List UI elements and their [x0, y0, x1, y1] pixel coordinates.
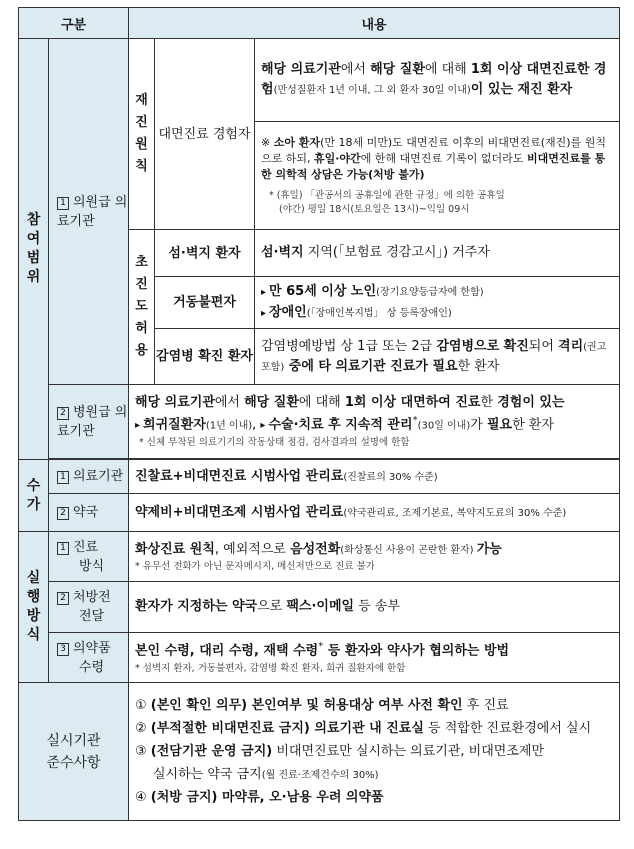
revisit-note: ※ 소아 환자(만 18세 미만)도 대면진료 이후의 비대면진료(재진)를 원칙으로 하되, 휴일·야간에 한해 대면진료 기록이 없더라도 비대면진료를 통한 의학적 상담은 가능(처방 불가) * (휴일) 「관공서의 공휴일에 관한 규정」에 의한 공휴일 (야간) 평일 18시(토요일은 13시)~익일 09시	[255, 122, 620, 230]
header-content: 내용	[129, 8, 620, 39]
revisit-description: 해당 의료기관에서 해당 질환에 대해 1회 이상 대면진료한 경험(만성질환자 1년 이내, 그 외 환자 30일 이내)이 있는 재진 환자	[255, 39, 620, 122]
fee-title: 수 가	[19, 460, 49, 532]
fee-clinic-description: 진찰료+비대면진료 시범사업 관리료(진찰료의 30% 수준)	[129, 460, 620, 494]
fee-pharmacy-label: 2 약국	[49, 494, 129, 532]
compliance-item: ③ (전담기관 운영 금지) 비대면진료만 실시하는 의료기관, 비대면조제만	[135, 744, 545, 759]
clinic-label: 1 의원급 의료기관	[49, 39, 129, 385]
compliance-list	[129, 683, 620, 821]
compliance-label: 실시기관 준수사항	[19, 683, 129, 821]
method-label: 1 진료 방식	[49, 532, 129, 582]
revisit-title: 재 진 원 칙	[129, 39, 155, 230]
rx-description: 환자가 지정하는 약국으로 팩스·이메일 등 송부	[129, 582, 620, 633]
compliance-item: ② (부적절한 비대면진료 금지) 의료기관 내 진료실 등 적합한 진료환경에서 실시	[135, 721, 592, 736]
revisit-category: 대면진료 경험자	[155, 39, 255, 230]
method-description: 화상진료 원칙, 예외적으로 음성전화(화상통신 사용이 곤란한 환자) 가능 * 유무선 전화가 아닌 문자메시지, 메신저만으로 진료 불가	[129, 532, 620, 582]
scope-title: 참 여 범 위	[19, 39, 49, 460]
compliance-item: ④ (처방 금지) 마약류, 오·남용 우려 의약품	[135, 790, 384, 805]
mobility-description: ▸ 만 65세 이상 노인(장기요양등급자에 한함) ▸ 장애인(「장애인복지법」 상 등록장애인)	[255, 277, 620, 329]
infect-category: 감염병 확진 환자	[155, 329, 255, 385]
infect-description: 감염병예방법 상 1급 또는 2급 감염병으로 확진되어 격리(권고 포함) 중에 타 의료기관 진료가 필요한 환자	[255, 329, 620, 385]
header-category: 구분	[19, 8, 129, 39]
compliance-item: ① (본인 확인 의무) 본인여부 및 허용대상 여부 사전 확인 후 진료	[135, 698, 509, 713]
fee-pharmacy-description: 약제비+비대면조제 시범사업 관리료(약국관리료, 조제기본료, 복약지도료의 30% 수준)	[129, 494, 620, 532]
rx-label: 2 처방전 전달	[49, 582, 129, 633]
pilot-program-table	[18, 7, 620, 821]
island-description: 섬·벽지 지역(「보험료 경감고시」) 거주자	[255, 230, 620, 277]
mobility-category: 거동불편자	[155, 277, 255, 329]
drug-description: 본인 수령, 대리 수령, 재택 수령* 등 환자와 약사가 협의하는 방법 * 섬벽지 환자, 거동불편자, 감염병 확진 환자, 희귀 질환자에 한함	[129, 633, 620, 683]
fee-clinic-label: 1 의료기관	[49, 460, 129, 494]
hospital-description: 해당 의료기관에서 해당 질환에 대해 1회 이상 대면하여 진료한 경험이 있는 ▸ 희귀질환자(1년 이내), ▸ 수술·치료 후 지속적 관리*(30일 이내)가 필요한 환자 * 신체 부착된 의료기기의 작동상태 점검, 검사결과의 설명에 한함	[129, 385, 620, 459]
compliance-item-cont: 실시하는 약국 금지(월 진료·조제건수의 30%)	[153, 767, 379, 782]
firstvisit-title: 초 진 도 허 용	[129, 230, 155, 385]
hospital-label: 2 병원급 의료기관	[49, 385, 129, 459]
practice-title: 실 행 방 식	[19, 532, 49, 683]
drug-label: 3 의약품 수령	[49, 633, 129, 683]
island-category: 섬·벽지 환자	[155, 230, 255, 277]
